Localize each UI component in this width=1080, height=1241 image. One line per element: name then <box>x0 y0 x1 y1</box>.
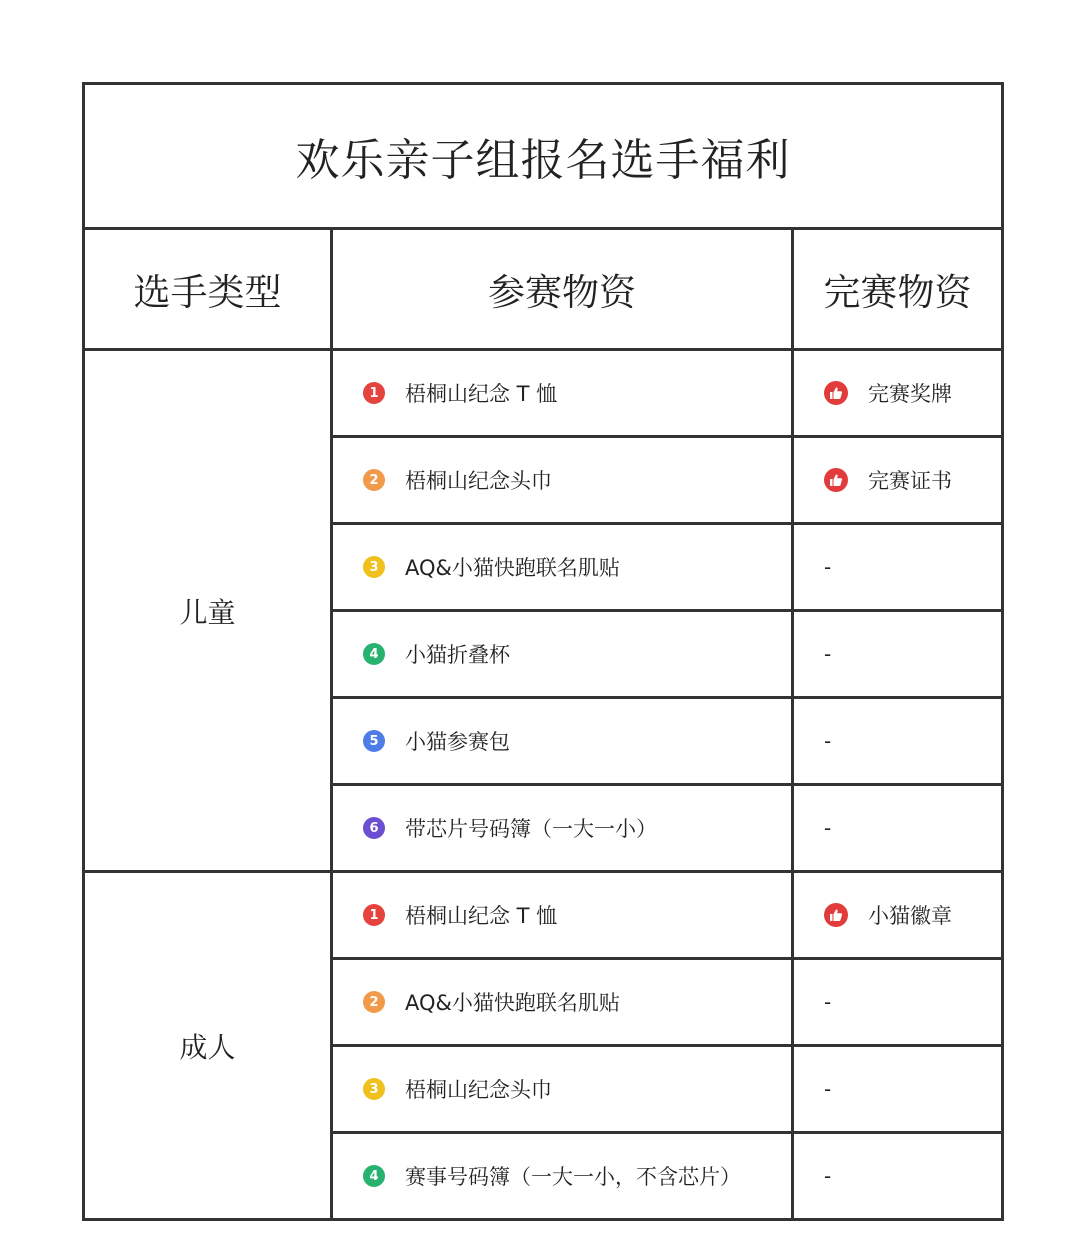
entry-supply-cell <box>332 698 793 785</box>
number-badge-icon: 3 <box>363 1078 385 1100</box>
finish-supply-item <box>794 990 1001 1014</box>
entry-supply-label: 梧桐山纪念 T 恤 <box>405 382 558 406</box>
empty-dash: - <box>824 1077 832 1101</box>
entry-supply-label: 梧桐山纪念头巾 <box>405 1078 552 1102</box>
empty-dash: - <box>824 1164 832 1188</box>
entry-supply-item <box>333 465 791 495</box>
finish-supply-cell <box>793 872 1003 959</box>
finish-supply-cell <box>793 1133 1003 1220</box>
entry-supply-label: AQ&小猫快跑联名肌贴 <box>405 556 620 580</box>
entry-supply-item <box>333 813 791 843</box>
number-badge-icon: 3 <box>363 556 385 578</box>
entry-supply-cell <box>332 437 793 524</box>
player-type-cell: 成人 <box>84 872 332 1220</box>
finish-supply-cell <box>793 698 1003 785</box>
empty-dash: - <box>824 990 832 1014</box>
entry-supply-cell <box>332 524 793 611</box>
header-row <box>84 229 1003 350</box>
player-type-cell: 儿童 <box>84 350 332 872</box>
header-player-type: 选手类型 <box>84 229 332 350</box>
finish-supply-cell <box>793 785 1003 872</box>
finish-supply-item <box>794 729 1001 753</box>
number-badge-icon: 1 <box>363 904 385 926</box>
table-title: 欢乐亲子组报名选手福利 <box>84 84 1003 229</box>
thumbs-up-icon <box>824 381 848 405</box>
entry-supply-item <box>333 552 791 582</box>
number-badge-icon: 4 <box>363 1165 385 1187</box>
benefits-table <box>82 82 1004 1221</box>
entry-supply-item <box>333 900 791 930</box>
entry-supply-item <box>333 1074 791 1104</box>
table-row <box>84 872 1003 959</box>
number-badge-icon: 2 <box>363 469 385 491</box>
finish-supply-cell <box>793 437 1003 524</box>
finish-supply-item <box>794 900 1001 930</box>
finish-supply-item <box>794 465 1001 495</box>
finish-supply-item <box>794 378 1001 408</box>
entry-supply-label: 梧桐山纪念头巾 <box>405 469 552 493</box>
entry-supply-cell <box>332 1046 793 1133</box>
empty-dash: - <box>824 729 832 753</box>
entry-supply-label: 梧桐山纪念 T 恤 <box>405 904 558 928</box>
empty-dash: - <box>824 555 832 579</box>
entry-supply-item <box>333 378 791 408</box>
table-row <box>84 350 1003 437</box>
entry-supply-cell <box>332 1133 793 1220</box>
entry-supply-label: 小猫参赛包 <box>405 730 510 754</box>
header-entry-supplies: 参赛物资 <box>332 229 793 350</box>
entry-supply-label: 小猫折叠杯 <box>405 643 510 667</box>
finish-supply-item <box>794 816 1001 840</box>
entry-supply-item <box>333 726 791 756</box>
number-badge-icon: 6 <box>363 817 385 839</box>
finish-supply-cell <box>793 1046 1003 1133</box>
finish-supply-item <box>794 555 1001 579</box>
entry-supply-label: AQ&小猫快跑联名肌贴 <box>405 991 620 1015</box>
number-badge-icon: 2 <box>363 991 385 1013</box>
finish-supply-item <box>794 1164 1001 1188</box>
number-badge-icon: 5 <box>363 730 385 752</box>
entry-supply-cell <box>332 785 793 872</box>
finish-supply-label: 小猫徽章 <box>868 904 952 928</box>
thumbs-up-icon <box>824 903 848 927</box>
entry-supply-item <box>333 987 791 1017</box>
finish-supply-cell <box>793 959 1003 1046</box>
finish-supply-cell <box>793 524 1003 611</box>
finish-supply-cell <box>793 611 1003 698</box>
entry-supply-cell <box>332 959 793 1046</box>
empty-dash: - <box>824 816 832 840</box>
entry-supply-item <box>333 1161 791 1191</box>
number-badge-icon: 4 <box>363 643 385 665</box>
finish-supply-cell <box>793 350 1003 437</box>
finish-supply-item <box>794 1077 1001 1101</box>
entry-supply-cell <box>332 350 793 437</box>
empty-dash: - <box>824 642 832 666</box>
thumbs-up-icon <box>824 468 848 492</box>
entry-supply-label: 带芯片号码簿（一大一小） <box>405 817 657 841</box>
header-finish-supplies: 完赛物资 <box>793 229 1003 350</box>
finish-supply-label: 完赛奖牌 <box>868 382 952 406</box>
entry-supply-label: 赛事号码簿（一大一小，不含芯片） <box>405 1165 741 1189</box>
number-badge-icon: 1 <box>363 382 385 404</box>
entry-supply-cell <box>332 872 793 959</box>
title-row <box>84 84 1003 229</box>
entry-supply-cell <box>332 611 793 698</box>
finish-supply-label: 完赛证书 <box>868 469 952 493</box>
entry-supply-item <box>333 639 791 669</box>
finish-supply-item <box>794 642 1001 666</box>
